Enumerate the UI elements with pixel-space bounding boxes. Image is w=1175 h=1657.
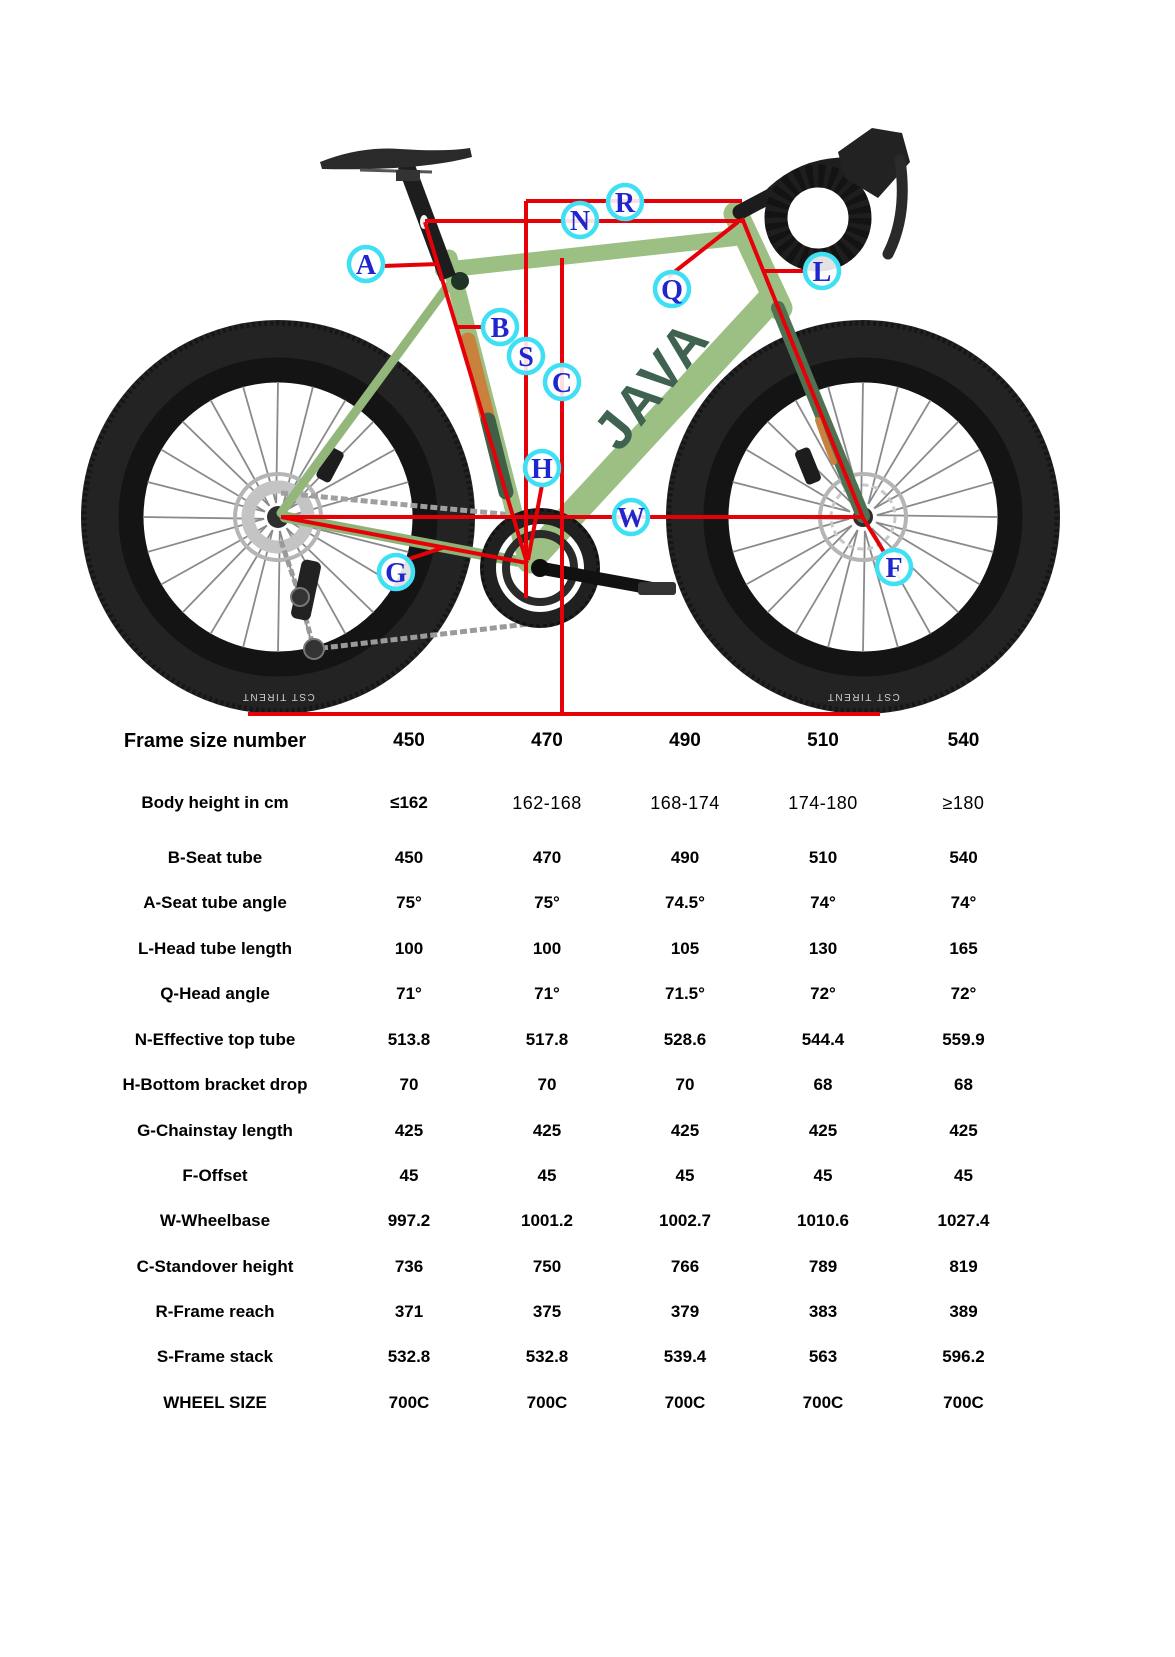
row-label: Q-Head angle: [160, 984, 270, 1003]
row-label: A-Seat tube angle: [143, 893, 287, 912]
table-row: [0, 974, 1175, 1014]
row-value: 389: [949, 1302, 978, 1321]
row-value: 450: [393, 730, 425, 751]
row-value: ≤162: [390, 793, 428, 812]
row-label: L-Head tube length: [138, 939, 292, 958]
row-value: 1010.6: [797, 1211, 849, 1230]
row-value: 766: [670, 1257, 700, 1276]
row-value: 532.8: [525, 1347, 569, 1366]
row-value: 517.8: [525, 1030, 569, 1049]
row-value: 105: [670, 939, 700, 958]
row-label: H-Bottom bracket drop: [122, 1075, 308, 1094]
row-value: 165: [949, 939, 978, 958]
row-value: 700C: [388, 1393, 430, 1412]
row-value: 819: [949, 1257, 978, 1276]
row-value: 789: [808, 1257, 838, 1276]
geometry-label-C: [545, 365, 579, 399]
label-letter: C: [551, 368, 573, 399]
geometry-label-B: [483, 310, 517, 344]
row-value: 75°: [396, 893, 422, 912]
geometry-label-L: [805, 254, 839, 288]
table-row: [0, 838, 1175, 878]
row-value: 1027.4: [937, 1211, 990, 1230]
row-value: 174-180: [788, 792, 858, 813]
row-value: 700C: [664, 1393, 706, 1412]
row-value: 425: [394, 1121, 424, 1140]
row-label: W-Wheelbase: [159, 1211, 271, 1230]
geometry-label-F: [877, 550, 911, 584]
row-value: 539.4: [663, 1347, 707, 1366]
label-letter: A: [355, 250, 377, 281]
geometry-label-G: [379, 555, 413, 589]
row-value: 70: [675, 1075, 695, 1094]
row-value: 450: [394, 848, 424, 867]
row-label: R-Frame reach: [155, 1302, 275, 1321]
row-label: S-Frame stack: [156, 1347, 274, 1366]
row-value: 71°: [534, 984, 560, 1003]
row-value: 45: [537, 1166, 557, 1185]
geometry-label-N: [563, 203, 597, 237]
table-row: [0, 1292, 1175, 1332]
row-value: 700C: [526, 1393, 568, 1412]
table-row: [0, 883, 1175, 923]
row-label: B-Seat tube: [167, 848, 263, 867]
row-value: 490: [670, 848, 700, 867]
bicycle-geometry-diagram: [0, 0, 1175, 730]
row-value: 379: [670, 1302, 700, 1321]
table-header-row: [0, 721, 1175, 761]
row-label: Frame size number: [123, 729, 307, 752]
label-letter: W: [617, 503, 645, 534]
row-value: 45: [675, 1166, 695, 1185]
geometry-label-Q: [655, 272, 689, 306]
pointer-A: [383, 264, 438, 266]
row-value: 375: [532, 1302, 562, 1321]
label-letter: F: [885, 553, 903, 584]
row-value: 540: [949, 848, 978, 867]
saddle-clamp: [396, 170, 420, 181]
pedal: [638, 582, 676, 595]
row-value: 72°: [810, 984, 836, 1003]
row-label: WHEEL SIZE: [163, 1393, 267, 1412]
row-value: 45: [399, 1166, 419, 1185]
row-value: 544.4: [801, 1030, 845, 1049]
table-row: [0, 1247, 1175, 1287]
table-row: [0, 929, 1175, 969]
row-value: 513.8: [387, 1030, 431, 1049]
row-value: 425: [808, 1121, 838, 1140]
table-row: [0, 783, 1175, 823]
table-row: [0, 1201, 1175, 1241]
row-value: 532.8: [387, 1347, 431, 1366]
row-value: 490: [669, 730, 701, 751]
row-value: 563: [808, 1347, 838, 1366]
row-value: 162-168: [512, 792, 582, 813]
label-letter: B: [490, 313, 510, 344]
label-letter: L: [812, 257, 832, 288]
row-value: 74°: [810, 893, 836, 912]
geometry-label-R: [608, 185, 642, 219]
row-label: G-Chainstay length: [137, 1121, 293, 1140]
table-row: [0, 1065, 1175, 1105]
row-value: 997.2: [387, 1211, 431, 1230]
rear-tire-label: CST TIRENT: [241, 691, 315, 702]
label-letter: S: [518, 342, 534, 373]
row-value: 70: [399, 1075, 419, 1094]
row-value: 425: [670, 1121, 700, 1140]
row-label: Body height in cm: [141, 793, 289, 812]
row-value: 45: [954, 1166, 973, 1185]
saddle: [320, 148, 472, 169]
row-value: 596.2: [942, 1347, 985, 1366]
row-value: 736: [394, 1257, 424, 1276]
table-row: [0, 1337, 1175, 1377]
row-value: 540: [947, 730, 980, 751]
row-value: 470: [531, 730, 563, 751]
row-value: 100: [532, 939, 562, 958]
row-value: 45: [813, 1166, 833, 1185]
row-value: 700C: [802, 1393, 844, 1412]
row-value: 528.6: [663, 1030, 707, 1049]
row-value: 510: [808, 848, 838, 867]
row-label: C-Standover height: [136, 1257, 294, 1276]
row-value: 1002.7: [659, 1211, 711, 1230]
geometry-label-A: [349, 247, 383, 281]
handlebar: [740, 128, 910, 260]
table-row: [0, 1156, 1175, 1196]
geometry-label-W: [614, 500, 648, 534]
row-value: 74°: [950, 893, 977, 912]
row-value: 383: [808, 1302, 838, 1321]
label-letter: Q: [661, 275, 683, 306]
label-letter: G: [385, 558, 407, 589]
row-value: 100: [394, 939, 424, 958]
label-letter: N: [569, 206, 591, 237]
table-row: [0, 1383, 1175, 1423]
row-value: 700C: [943, 1393, 984, 1412]
row-value: ≥180: [942, 792, 985, 813]
row-value: 68: [813, 1075, 833, 1094]
brand-logo: JAVA: [582, 308, 722, 462]
row-value: 130: [808, 939, 838, 958]
label-letter: H: [531, 454, 553, 485]
row-value: 70: [537, 1075, 557, 1094]
row-value: 559.9: [942, 1030, 985, 1049]
row-value: 1001.2: [521, 1211, 573, 1230]
front-tire-label: CST TIRENT: [826, 691, 900, 702]
geometry-label-S: [509, 339, 543, 373]
row-value: 68: [954, 1075, 973, 1094]
row-value: 75°: [534, 893, 560, 912]
table-row: [0, 1111, 1175, 1151]
table-row: [0, 1020, 1175, 1060]
row-value: 71°: [396, 984, 422, 1003]
row-value: 72°: [950, 984, 977, 1003]
row-value: 510: [807, 730, 839, 751]
row-value: 71.5°: [665, 984, 705, 1003]
row-value: 425: [949, 1121, 978, 1140]
row-value: 74.5°: [665, 893, 705, 912]
row-value: 750: [532, 1257, 562, 1276]
geometry-label-H: [525, 451, 559, 485]
label-letter: R: [614, 188, 636, 219]
spoke: [863, 531, 865, 652]
row-value: 371: [394, 1302, 424, 1321]
row-label: F-Offset: [182, 1166, 248, 1185]
row-value: 425: [532, 1121, 562, 1140]
seatpost-saddle: [320, 148, 472, 278]
row-value: 168-174: [650, 792, 720, 813]
row-label: N-Effective top tube: [134, 1030, 296, 1049]
row-value: 470: [532, 848, 562, 867]
drop-curve: [776, 176, 860, 260]
